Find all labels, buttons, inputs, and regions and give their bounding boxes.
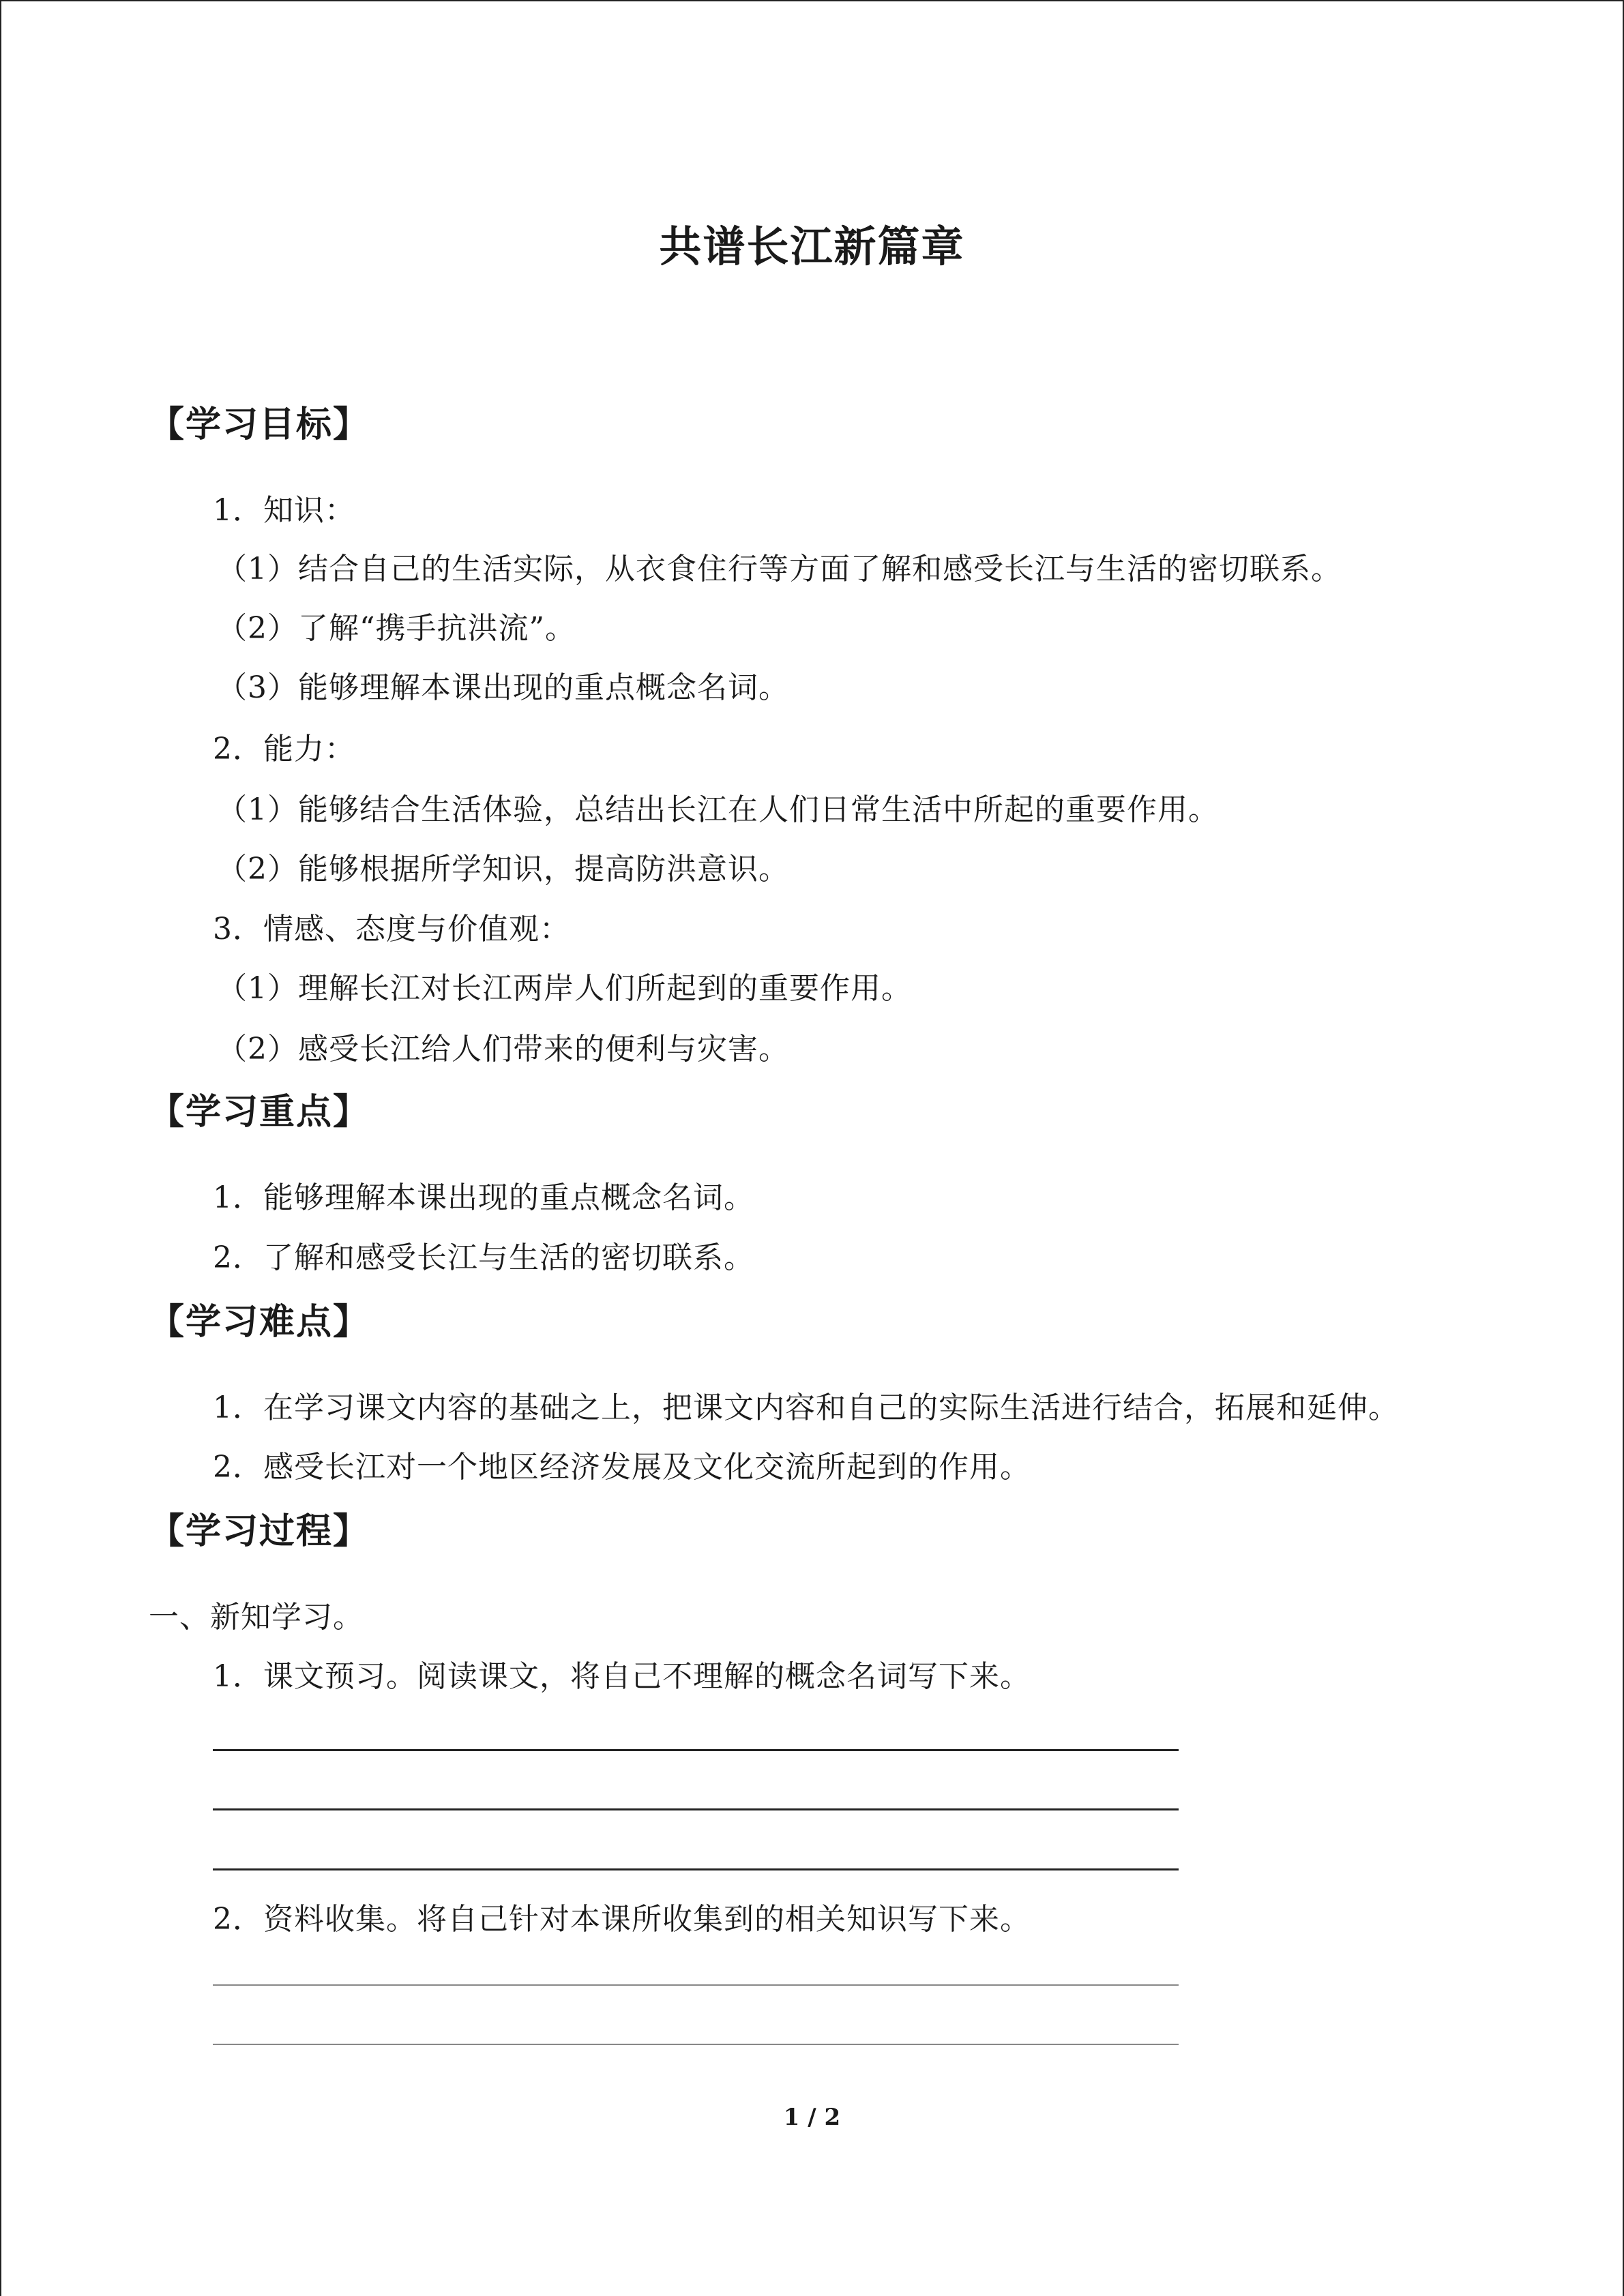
- answer-line[interactable]: [213, 1868, 1179, 1870]
- process-task-2: 2．资料收集。将自己针对本课所收集到的相关知识写下来。: [213, 1902, 1031, 1937]
- goal-ability-label: 2．能力：: [213, 732, 355, 766]
- process-task-1: 1．课文预习。阅读课文，将自己不理解的概念名词写下来。: [213, 1659, 1031, 1694]
- goal-knowledge-item-3: （3）能够理解本课出现的重点概念名词。: [217, 670, 789, 705]
- page-title: 共谱长江新篇章: [659, 222, 965, 271]
- process-part-1: 一、新知学习。: [149, 1600, 364, 1635]
- page-border-top: [0, 0, 1624, 1]
- goal-ability-item-1: （1）能够结合生活体验，总结出长江在人们日常生活中所起的重要作用。: [217, 792, 1219, 827]
- section-heading-goals: 【学习目标】: [149, 404, 370, 445]
- page-border-left: [0, 0, 1, 2296]
- goal-ability-item-2: （2）能够根据所学知识，提高防洪意识。: [217, 852, 789, 886]
- section-heading-difficulties: 【学习难点】: [149, 1302, 370, 1343]
- goal-emotion-label: 3．情感、态度与价值观：: [213, 912, 570, 946]
- difficulty-1: 1．在学习课文内容的基础之上，把课文内容和自己的实际生活进行结合，拓展和延伸。: [213, 1390, 1399, 1425]
- answer-line[interactable]: [213, 2044, 1179, 2045]
- page-number: 1 / 2: [783, 2104, 841, 2131]
- goal-knowledge-item-2: （2）了解“携手抗洪流”。: [217, 611, 576, 646]
- goal-emotion-item-1: （1）理解长江对长江两岸人们所起到的重要作用。: [217, 971, 912, 1006]
- answer-line[interactable]: [213, 1984, 1179, 1986]
- answer-line[interactable]: [213, 1749, 1179, 1751]
- section-heading-process: 【学习过程】: [149, 1511, 370, 1552]
- answer-line[interactable]: [213, 1808, 1179, 1810]
- key-point-1: 1．能够理解本课出现的重点概念名词。: [213, 1180, 754, 1215]
- goal-knowledge-item-1: （1）结合自己的生活实际，从衣食住行等方面了解和感受长江与生活的密切联系。: [217, 552, 1342, 586]
- key-point-2: 2．了解和感受长江与生活的密切联系。: [213, 1240, 754, 1275]
- section-heading-key-points: 【学习重点】: [149, 1092, 370, 1133]
- difficulty-2: 2．感受长江对一个地区经济发展及文化交流所起到的作用。: [213, 1450, 1031, 1485]
- goal-knowledge-label: 1．知识：: [213, 493, 355, 528]
- goal-emotion-item-2: （2）感受长江给人们带来的便利与灾害。: [217, 1032, 789, 1067]
